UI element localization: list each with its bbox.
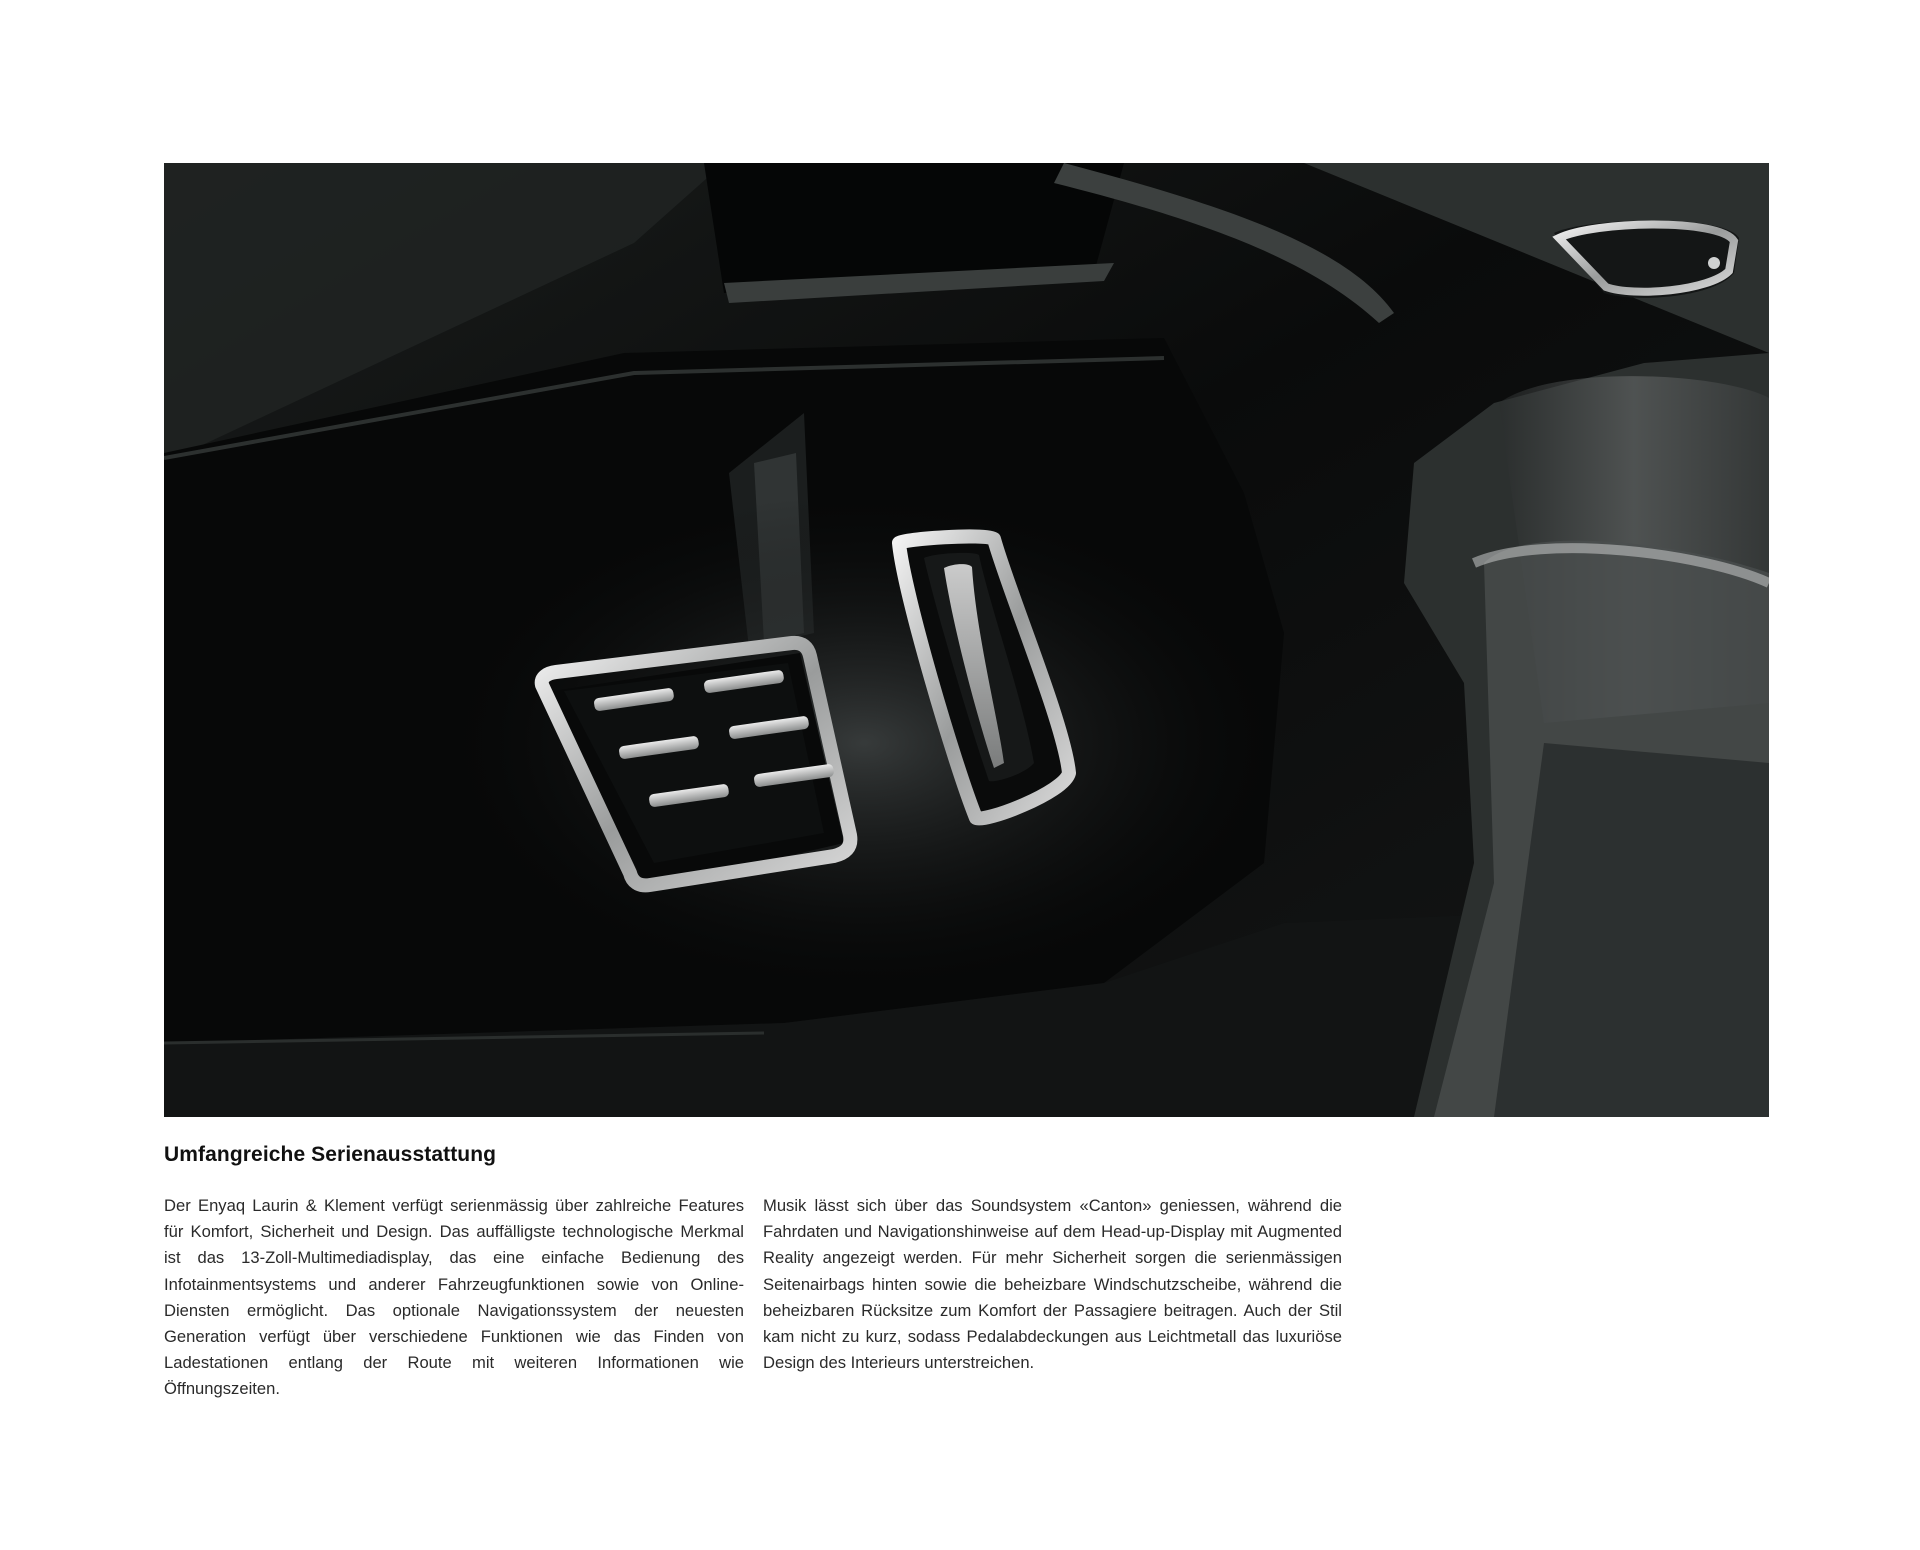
body-text-right-column: Musik lässt sich über das Soundsystem «Canton» geniessen, während die Fahrdaten und Navigationshinweise auf dem Head-up-Display mit Augmented Reality angezeigt werden. Für mehr Sicherheit sorgen die serienmässigen Seitenairbags hinten sowie die beheizbare Windschutzscheibe, während die beheizbaren Rücksitze zum Komfort der Passagiere beitragen. Auch der Stil kam nicht zu kurz, sodass Pedalabdeckungen aus Leichtmetall das luxuriöse Design des Interieurs unterstreichen. xyxy=(763,1196,1342,1373)
body-text-left-column: Der Enyaq Laurin & Klement verfügt serienmässig über zahlreiche Features für Komfort, Sicherheit und Design. Das auffälligste technologische Merkmal ist das 13-Zoll-Multimediadisplay, das eine einfache Bedienung des Infotainmentsystems und anderer Fahrzeugfunktionen sowie von Online-Diensten ermöglicht. Das optionale Navigationssystem der neuesten Generation verfügt über verschiedene Funktionen wie das Finden von Ladestationen entlang der Route mit weiteren Informationen wie Öffnungszeiten. xyxy=(164,1196,744,1399)
section-heading: Umfangreiche Serienausstattung xyxy=(164,1143,497,1166)
interior-pedals-photo xyxy=(164,163,1769,1117)
pedals-illustration xyxy=(164,163,1769,1117)
